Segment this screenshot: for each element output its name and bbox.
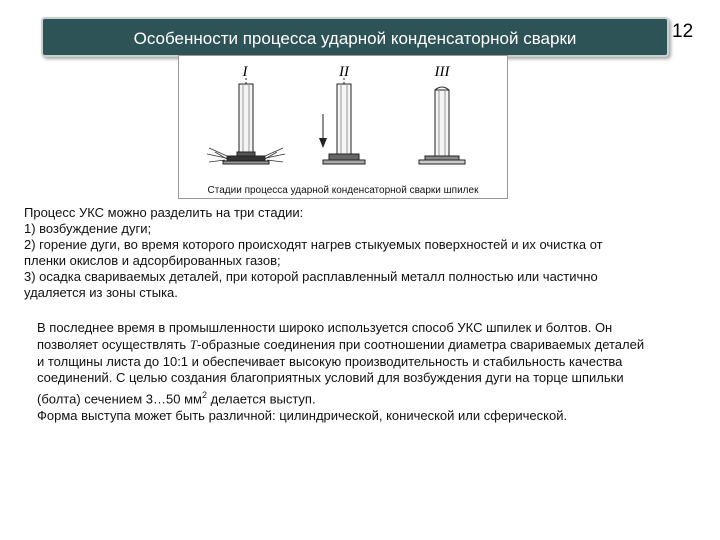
stages-list xyxy=(24,205,704,301)
paragraph-line xyxy=(37,387,709,408)
stage-label-1: I xyxy=(242,64,248,80)
figure-caption: Стадии процесса ударной конденсаторной сварки шпилек xyxy=(207,185,479,196)
paragraph-line: соединений. С целью создания благоприятных условий для возбуждения дуги на торце шпильки xyxy=(37,370,624,386)
stage-3-stud xyxy=(419,87,465,164)
page-number: 12 xyxy=(672,21,694,42)
stage-item-3: 3) осадка свариваемых деталей, при которой расплавленный металл полностью или частично xyxy=(24,269,598,284)
paragraph-line: Форма выступа может быть различной: цилиндрической, конической или сферической. xyxy=(37,408,568,424)
paragraph-text: позволяет осуществлять xyxy=(37,336,190,352)
stage-label-2: II xyxy=(339,64,349,80)
superscript: 2 xyxy=(201,390,207,401)
stage-item-1: 1) возбуждение дуги; xyxy=(24,221,152,236)
welding-stages-figure xyxy=(178,55,508,199)
paragraph-line xyxy=(37,337,709,354)
stage-item-2-cont: пленки окислов и адсорбированных газов; xyxy=(24,253,281,268)
paragraph-line: В последнее время в промышленности широко используется способ УКС шпилек и болтов. Он xyxy=(37,320,613,335)
stage-item-2: 2) горение дуги, во время которого происходят нагрев стыкуемых поверхностей и их очистка от xyxy=(24,237,603,252)
stage-2-stud xyxy=(319,78,365,164)
paragraph-text: -образные соединения при соотношении диаметра свариваемых деталей xyxy=(197,336,645,352)
stage-1-stud xyxy=(207,78,285,164)
welding-stages-drawing xyxy=(179,56,509,200)
paragraph-text: делается выступ. xyxy=(207,391,316,407)
body-paragraph xyxy=(37,320,709,425)
stages-intro-line: Процесс УКС можно разделить на три стадии: xyxy=(24,205,304,220)
stage-label-3: III xyxy=(434,64,450,80)
slide-title: Особенности процесса ударной конденсаторной сварки xyxy=(133,29,577,48)
paragraph-line: и толщины листа до 10:1 и обеспечивает высокую производительность и стабильность качества xyxy=(37,353,623,369)
title-bar xyxy=(41,17,669,57)
stage-item-3-cont: удаляется из зоны стыка. xyxy=(24,285,178,300)
paragraph-text: (болта) сечением 3…50 мм xyxy=(37,391,202,407)
t-letter: Т xyxy=(189,336,198,352)
